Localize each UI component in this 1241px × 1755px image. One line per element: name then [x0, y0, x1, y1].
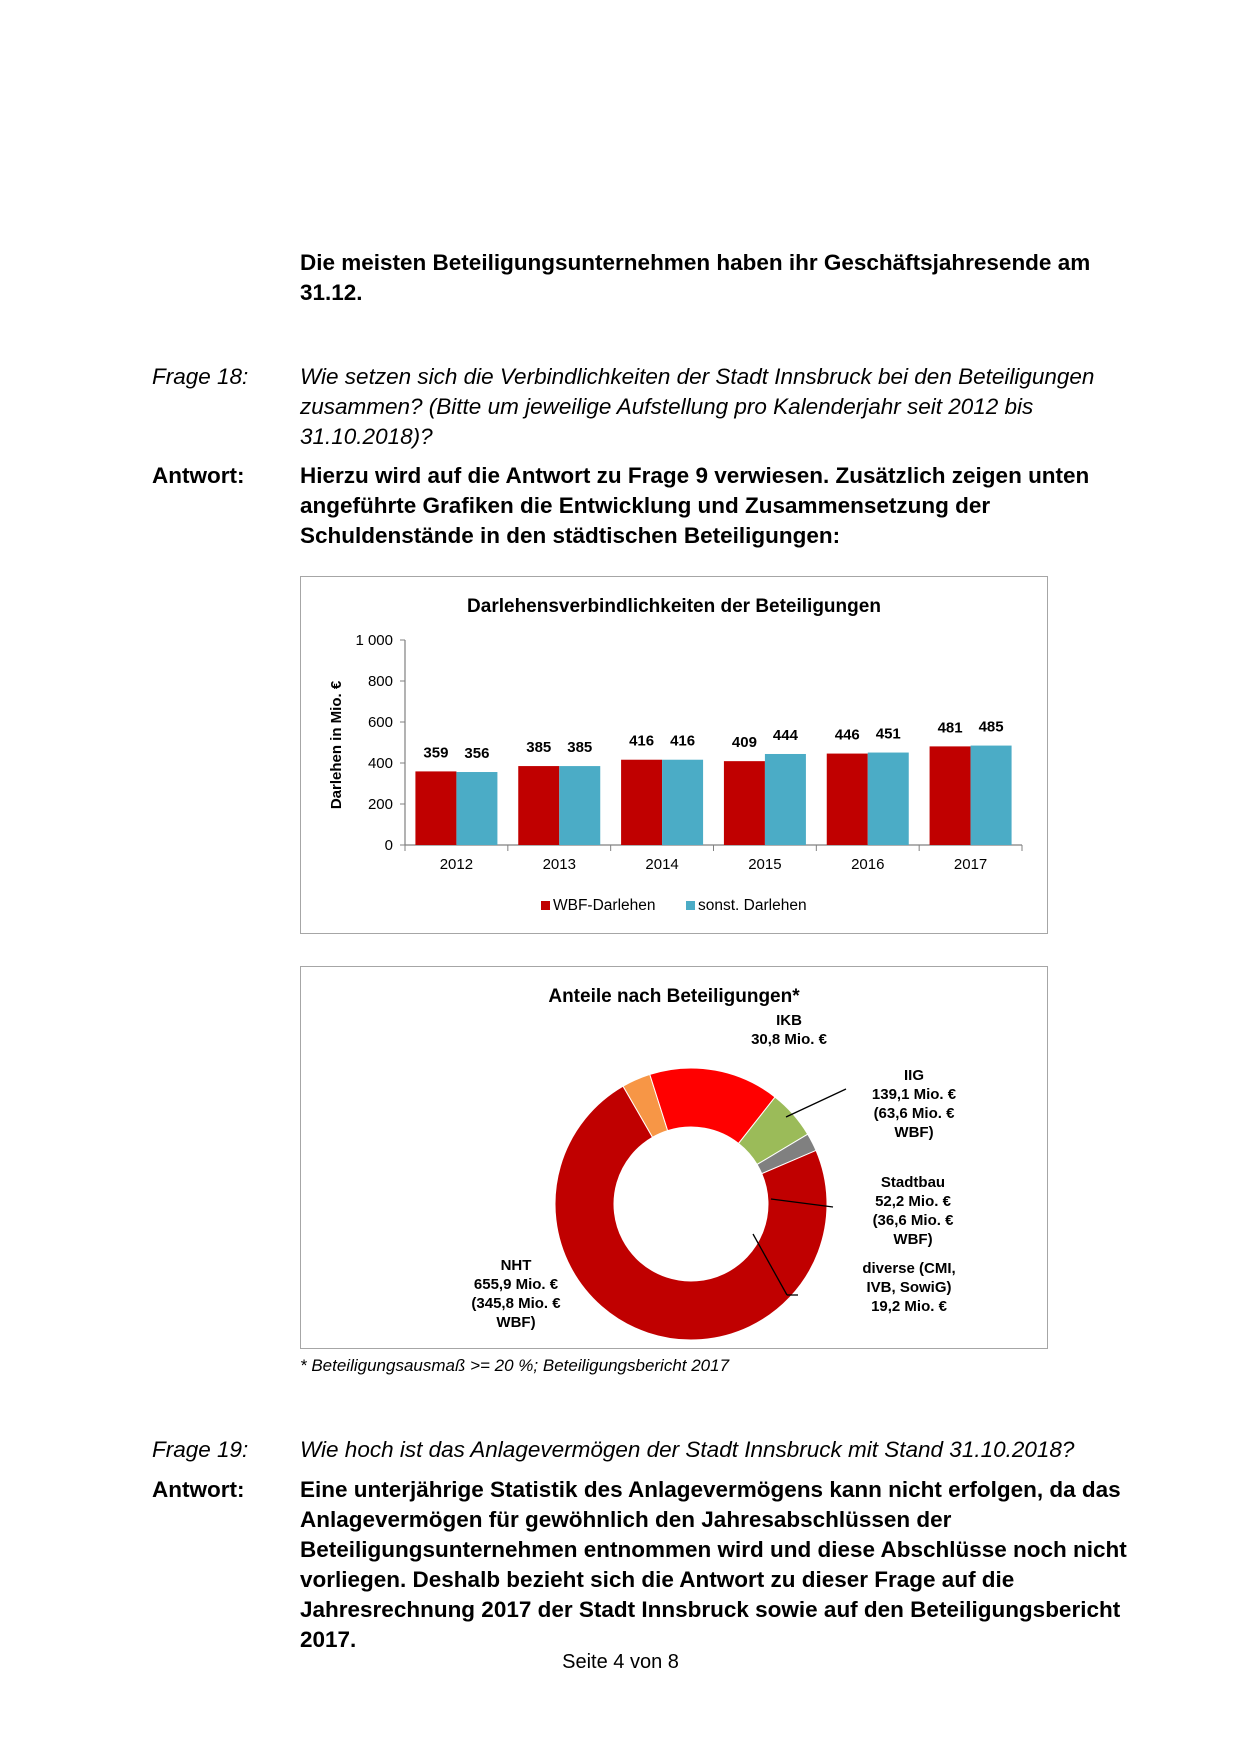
y-tick-label: 600 — [367, 714, 393, 731]
answer-18-text: Hierzu wird auf die Antwort zu Frage 9 verwiesen. Zusätzlich zeigen unten angeführte Grafiken die Entwicklung und Zusammensetzung der Schuldenstände in den städtischen Beteiligungen: — [300, 463, 1090, 548]
donut-chart-slices — [555, 1068, 827, 1340]
bar-chart — [301, 577, 1046, 932]
bar-data-label: 385 — [567, 739, 593, 757]
bar — [724, 761, 765, 845]
donut-slice-label: IIG 139,1 Mio. € (63,6 Mio. € WBF) — [871, 1067, 957, 1141]
bar — [971, 746, 1012, 845]
y-tick-label: 0 — [384, 837, 393, 854]
page-number: Seite 4 von 8 — [562, 1651, 679, 1673]
bar — [765, 754, 806, 845]
x-tick-label: 2015 — [748, 856, 782, 873]
donut-chart-frame — [300, 966, 1048, 1349]
bar — [827, 754, 868, 845]
answer-19-label: Antwort: — [152, 1477, 245, 1502]
answer-19-text: Eine unterjährige Statistik des Anlagevermögens kann nicht erfolgen, da das Anlagevermögen für gewöhnlich den Jahresabschlüssen der Beteiligungsunternehmen entnommen wird und diese Abschlüsse noch nicht vorliegen. Deshalb bezieht sich die Antwort zu dieser Frage auf die Jahresrechnung 2017 der Stadt Innsbruck sowie auf den Beteiligungsbericht 2017. — [300, 1477, 1127, 1652]
bar-data-label: 385 — [526, 739, 552, 757]
y-tick-label: 400 — [367, 755, 393, 772]
bar-data-label: 451 — [875, 725, 901, 743]
x-tick-label: 2016 — [851, 856, 885, 873]
bar — [621, 760, 662, 845]
y-tick-label: 800 — [367, 673, 393, 690]
question-19-text: Wie hoch ist das Anlagevermögen der Stadt Innsbruck mit Stand 31.10.2018? — [300, 1437, 1075, 1462]
donut-slice-label: diverse (CMI, IVB, SowiG) 19,2 Mio. € — [862, 1260, 956, 1315]
bar-data-label: 416 — [629, 732, 655, 750]
bar-data-label: 485 — [978, 718, 1004, 736]
y-tick-label: 200 — [367, 796, 393, 813]
answer-18-label: Antwort: — [152, 463, 245, 488]
bar — [662, 760, 703, 845]
legend-label: sonst. Darlehen — [698, 897, 807, 914]
question-18-text: Wie setzen sich die Verbindlichkeiten der Stadt Innsbruck bei den Beteiligungen zusammen? (Bitte um jeweilige Aufstellung pro Kalenderjahr seit 2012 bis 31.10.2018)? — [300, 364, 1095, 449]
donut-chart-title: Anteile nach Beteiligungen* — [548, 986, 800, 1007]
bar — [518, 766, 559, 845]
leader-line — [786, 1089, 846, 1117]
donut-slice-label: NHT 655,9 Mio. € (345,8 Mio. € WBF) — [471, 1257, 561, 1331]
bar-chart-ylabel: Darlehen in Mio. € — [328, 680, 345, 810]
x-tick-label: 2012 — [439, 856, 474, 873]
legend-swatch — [686, 901, 695, 910]
bar-data-label: 356 — [464, 745, 490, 763]
y-tick-label: 1 000 — [355, 632, 393, 649]
chart-footnote: * Beteiligungsausmaß >= 20 %; Beteiligungsbericht 2017 — [300, 1356, 730, 1375]
legend-swatch — [541, 901, 550, 910]
bar-data-label: 446 — [834, 726, 860, 744]
bar-data-label: 444 — [772, 726, 798, 744]
bar-chart-frame — [300, 576, 1048, 934]
bar-chart-title: Darlehensverbindlichkeiten der Beteiligungen — [467, 596, 881, 617]
question-18-label: Frage 18: — [152, 364, 249, 389]
bar — [868, 753, 909, 845]
x-tick-label: 2014 — [645, 856, 679, 873]
bar-data-label: 359 — [423, 744, 449, 762]
bar-data-label: 481 — [937, 719, 963, 737]
bar-chart-marks — [415, 719, 1011, 845]
bar — [930, 746, 971, 845]
bar — [456, 772, 497, 845]
x-tick-label: 2013 — [542, 856, 576, 873]
donut-chart — [301, 967, 1046, 1347]
donut-slice-label: IKB 30,8 Mio. € — [751, 1012, 827, 1048]
bar-data-label: 409 — [731, 734, 757, 752]
donut-slice-label: Stadtbau 52,2 Mio. € (36,6 Mio. € WBF) — [872, 1174, 954, 1248]
question-19-label: Frage 19: — [152, 1437, 249, 1462]
legend-label: WBF-Darlehen — [553, 897, 656, 914]
bar — [559, 766, 600, 845]
x-tick-label: 2017 — [953, 856, 988, 873]
intro-text: Die meisten Beteiligungsunternehmen haben ihr Geschäftsjahresende am 31.12. — [300, 250, 1091, 305]
bar-data-label: 416 — [670, 732, 696, 750]
bar-chart-legend — [541, 897, 807, 914]
bar — [415, 771, 456, 845]
